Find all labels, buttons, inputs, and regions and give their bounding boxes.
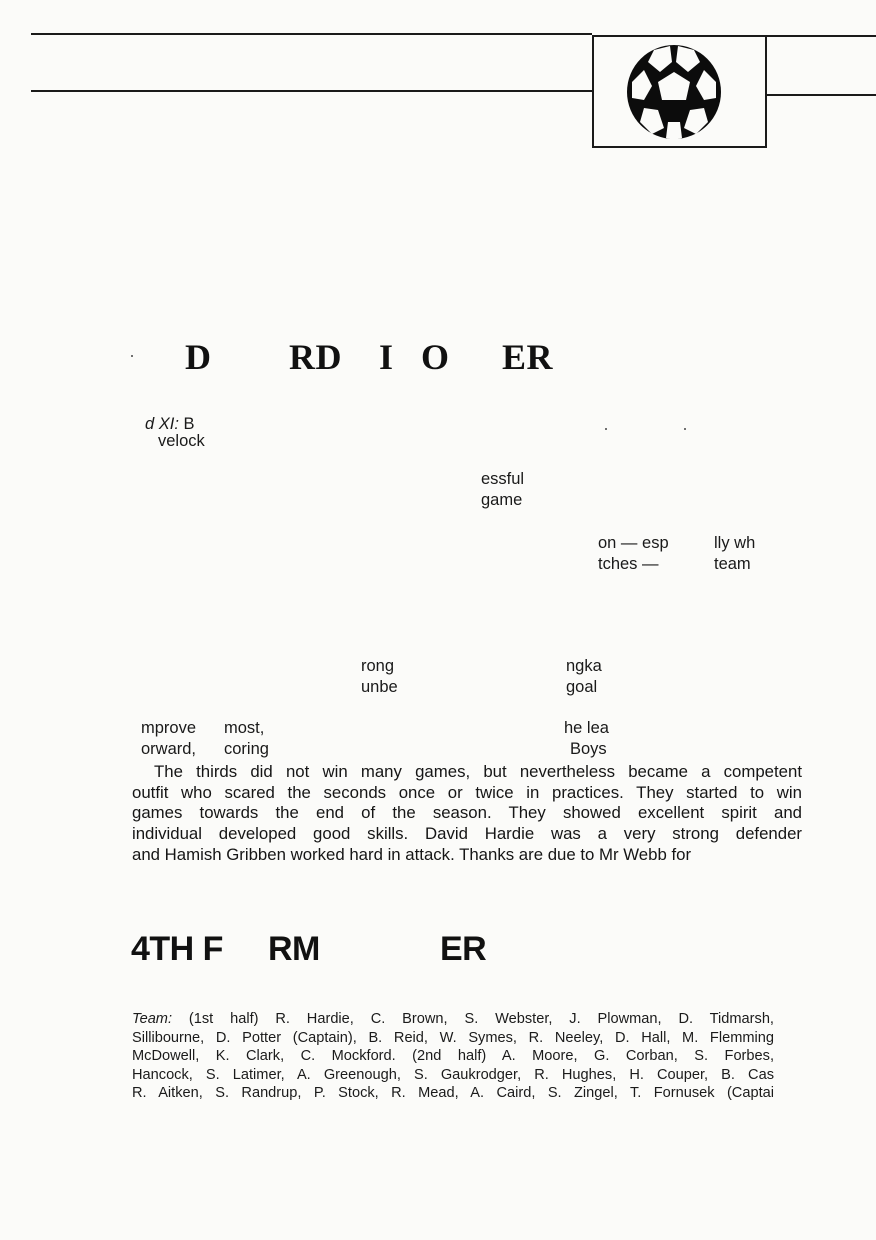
fragment-line: team bbox=[714, 555, 751, 573]
team-line: McDowell, K. Clark, C. Mockford. (2nd half) A. Moore, G. Corban, S. Forbes, bbox=[132, 1048, 774, 1065]
text-fragment bbox=[598, 533, 669, 575]
header-rule-top-left bbox=[31, 33, 592, 35]
section2-heading-part: 4TH F bbox=[131, 930, 223, 968]
paragraph-line: and Hamish Gribben worked hard in attack. Thanks are due to Mr Webb for bbox=[132, 844, 692, 864]
paragraph-line: individual developed good skills. David Hardie was a very strong defender bbox=[132, 824, 802, 844]
team-line bbox=[132, 1010, 774, 1029]
fragment-line: goal bbox=[566, 678, 598, 696]
fragment-line: coring bbox=[224, 740, 269, 758]
text-fragment bbox=[224, 718, 269, 760]
fragment-line: rong bbox=[361, 657, 395, 675]
header-rule-top-right bbox=[767, 35, 876, 37]
team-list-label: Team: bbox=[132, 1011, 173, 1027]
team-list bbox=[132, 1010, 774, 1103]
fragment-line: tches — bbox=[598, 555, 659, 573]
fragment-line: unbe bbox=[361, 678, 398, 696]
team-line-text: (1st half) R. Hardie, C. Brown, S. Webster, J. Plowman, D. Tidmarsh, bbox=[172, 1011, 774, 1027]
text-fragment bbox=[566, 656, 602, 698]
stray-mark bbox=[684, 428, 686, 430]
team-intro-text: B bbox=[178, 415, 195, 433]
text-fragment bbox=[564, 718, 609, 760]
fragment-line: essful bbox=[481, 470, 525, 488]
football-icon bbox=[624, 42, 724, 142]
header-rule-bottom-right bbox=[767, 94, 876, 96]
fragment-line: lly wh bbox=[714, 534, 756, 552]
section2-heading-part: ER bbox=[440, 930, 487, 968]
section1-heading-part: I bbox=[379, 337, 394, 377]
fragment-line: he lea bbox=[564, 719, 609, 737]
stray-mark bbox=[131, 355, 133, 357]
fragment-line: ngka bbox=[566, 657, 602, 675]
section1-heading-part: D bbox=[185, 337, 212, 377]
thirds-paragraph bbox=[132, 762, 802, 866]
fragment-line: Boys bbox=[570, 740, 607, 758]
header-rule-bottom-left bbox=[31, 90, 592, 92]
fragment-line: orward, bbox=[141, 740, 197, 758]
header-ball-box bbox=[592, 35, 767, 148]
fragment-line: most, bbox=[224, 719, 265, 737]
section1-heading-part: O bbox=[421, 337, 450, 377]
stray-mark bbox=[605, 428, 607, 430]
paragraph-line: outfit who scared the seconds once or twice in practices. They started to win bbox=[132, 782, 802, 802]
team-label: d XI: bbox=[145, 415, 179, 433]
text-fragment bbox=[141, 718, 196, 760]
text-fragment bbox=[481, 469, 524, 511]
team-intro-fragment-line2: velock bbox=[158, 432, 205, 450]
section1-heading-part: RD bbox=[289, 337, 342, 377]
team-line: Hancock, S. Latimer, A. Greenough, S. Gaukrodger, R. Hughes, H. Couper, B. Cas bbox=[132, 1066, 774, 1083]
fragment-line: game bbox=[481, 491, 523, 509]
fragment-line: on — esp bbox=[598, 534, 669, 552]
team-line: Sillibourne, D. Potter (Captain), B. Reid, W. Symes, R. Neeley, D. Hall, M. Flemming bbox=[132, 1029, 774, 1046]
text-fragment bbox=[361, 656, 398, 698]
section1-heading-part: ER bbox=[502, 337, 554, 377]
text-fragment bbox=[714, 533, 755, 575]
team-line: R. Aitken, S. Randrup, P. Stock, R. Mead, A. Caird, S. Zingel, T. Fornusek (Captai bbox=[132, 1085, 774, 1102]
fragment-line: mprove bbox=[141, 719, 197, 737]
section2-heading-part: RM bbox=[268, 930, 320, 968]
paragraph-line: The thirds did not win many games, but nevertheless became a competent bbox=[154, 762, 802, 781]
paragraph-line: games towards the end of the season. They showed excellent spirit and bbox=[132, 803, 802, 823]
